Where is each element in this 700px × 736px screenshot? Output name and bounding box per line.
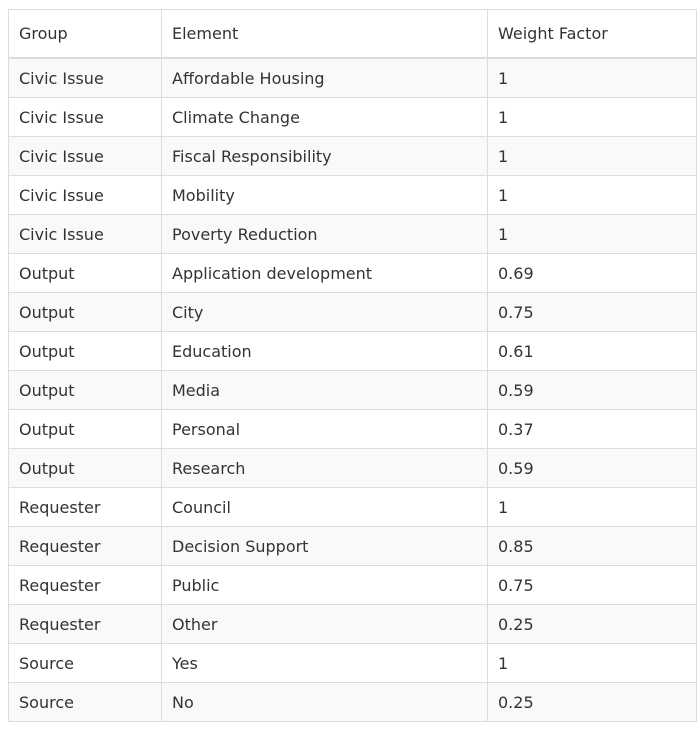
cell-weight-factor: 1 [488, 176, 697, 215]
table-row [9, 98, 697, 137]
cell-weight-factor: 1 [488, 137, 697, 176]
cell-element: Other [162, 605, 488, 644]
table-row [9, 488, 697, 527]
cell-weight-factor: 0.61 [488, 332, 697, 371]
table-row [9, 371, 697, 410]
cell-weight-factor: 1 [488, 215, 697, 254]
cell-weight-factor: 0.69 [488, 254, 697, 293]
table-row [9, 605, 697, 644]
table-row [9, 254, 697, 293]
cell-weight-factor: 1 [488, 58, 697, 98]
cell-weight-factor: 0.59 [488, 371, 697, 410]
cell-group: Requester [9, 605, 162, 644]
cell-element: Fiscal Responsibility [162, 137, 488, 176]
cell-element: Poverty Reduction [162, 215, 488, 254]
cell-weight-factor: 0.37 [488, 410, 697, 449]
cell-group: Output [9, 254, 162, 293]
cell-group: Output [9, 449, 162, 488]
cell-group: Civic Issue [9, 58, 162, 98]
cell-group: Civic Issue [9, 137, 162, 176]
cell-group: Output [9, 293, 162, 332]
table-row [9, 176, 697, 215]
table-body [9, 58, 697, 722]
cell-group: Output [9, 371, 162, 410]
table-row [9, 566, 697, 605]
cell-weight-factor: 0.25 [488, 605, 697, 644]
cell-weight-factor: 1 [488, 488, 697, 527]
cell-element: City [162, 293, 488, 332]
cell-weight-factor: 0.25 [488, 683, 697, 722]
cell-element: Yes [162, 644, 488, 683]
table-row [9, 58, 697, 98]
table-row [9, 293, 697, 332]
table-header [9, 10, 697, 59]
cell-element: Application development [162, 254, 488, 293]
cell-element: Education [162, 332, 488, 371]
cell-group: Requester [9, 566, 162, 605]
cell-group: Source [9, 683, 162, 722]
cell-element: Climate Change [162, 98, 488, 137]
table-row [9, 683, 697, 722]
cell-group: Output [9, 332, 162, 371]
cell-group: Requester [9, 488, 162, 527]
header-group: Group [9, 10, 162, 59]
cell-group: Output [9, 410, 162, 449]
cell-element: Public [162, 566, 488, 605]
table-row [9, 449, 697, 488]
table-row [9, 215, 697, 254]
cell-group: Source [9, 644, 162, 683]
weight-factor-table-container [8, 9, 696, 722]
cell-element: Affordable Housing [162, 58, 488, 98]
cell-group: Civic Issue [9, 98, 162, 137]
cell-element: Personal [162, 410, 488, 449]
cell-element: No [162, 683, 488, 722]
cell-group: Requester [9, 527, 162, 566]
cell-weight-factor: 0.75 [488, 293, 697, 332]
cell-element: Mobility [162, 176, 488, 215]
table-row [9, 527, 697, 566]
cell-weight-factor: 1 [488, 644, 697, 683]
cell-weight-factor: 0.75 [488, 566, 697, 605]
table-row [9, 332, 697, 371]
cell-element: Decision Support [162, 527, 488, 566]
cell-weight-factor: 1 [488, 98, 697, 137]
table-row [9, 410, 697, 449]
cell-group: Civic Issue [9, 176, 162, 215]
table-row [9, 137, 697, 176]
cell-element: Research [162, 449, 488, 488]
header-row [9, 10, 697, 59]
table-row [9, 644, 697, 683]
cell-group: Civic Issue [9, 215, 162, 254]
cell-weight-factor: 0.85 [488, 527, 697, 566]
cell-weight-factor: 0.59 [488, 449, 697, 488]
cell-element: Media [162, 371, 488, 410]
header-element: Element [162, 10, 488, 59]
weight-factor-table [8, 9, 697, 722]
header-weight-factor: Weight Factor [488, 10, 697, 59]
cell-element: Council [162, 488, 488, 527]
